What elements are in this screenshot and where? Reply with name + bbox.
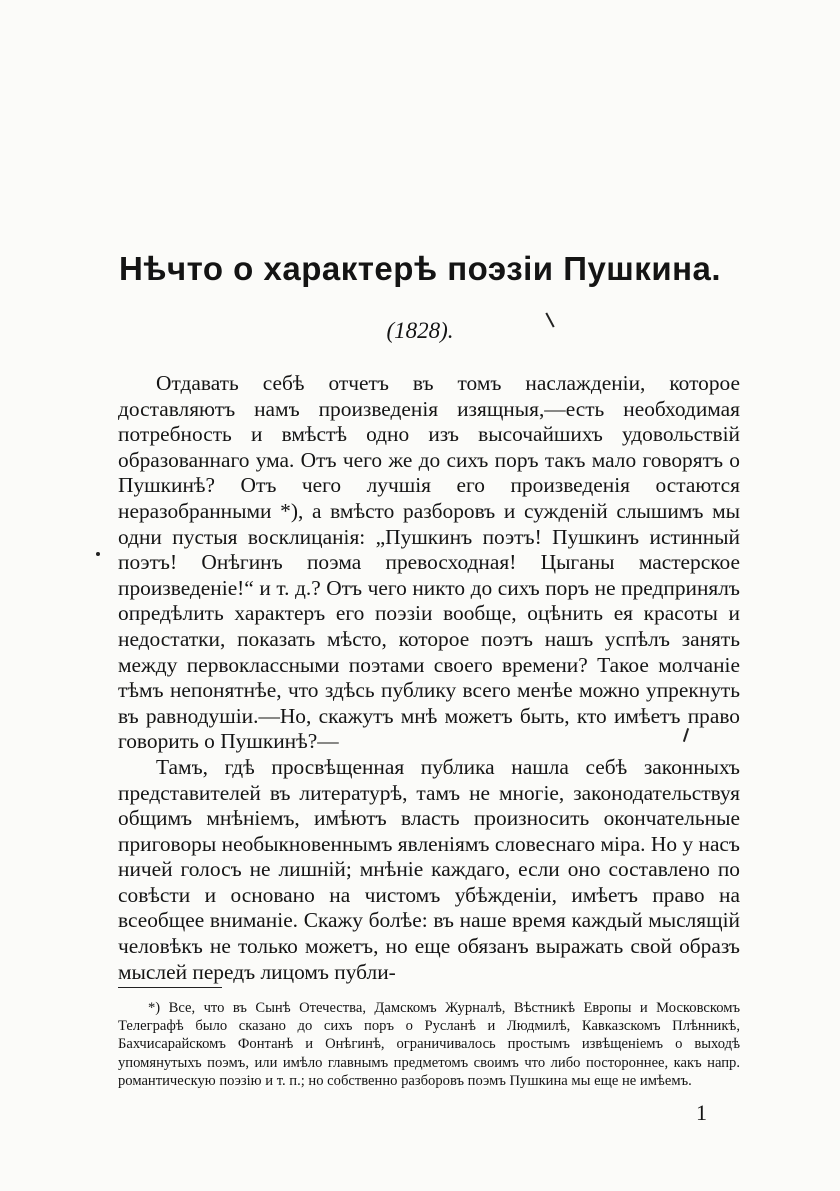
page-title: Нѣчто о характерѣ поэзіи Пушкина. — [118, 250, 722, 287]
page-number: 1 — [696, 1100, 707, 1125]
footnote-divider — [118, 987, 222, 988]
stray-mark — [96, 552, 100, 556]
year-subtitle: (1828). — [386, 318, 454, 343]
article-body — [118, 371, 740, 985]
paragraph: Тамъ, гдѣ просвѣщенная публика нашла себѣ законныхъ представителей въ литературѣ, тамъ не многіе, законодательствуя общимъ мнѣніемъ, имѣютъ власть произносить окончательные приговоры необыкновеннымъ явленіямъ словеснаго міра. Но у насъ ничей голосъ не лишній; мнѣніе каждаго, если оно составлено по совѣсти и основано на чистомъ убѣжденіи, имѣетъ право на всеобщее вниманіе. Скажу болѣе: въ наше время каждый мыслящій человѣкъ не только можетъ, но еще обязанъ выражать свой образъ мыслей передъ лицомъ публи- — [118, 754, 740, 984]
footnote: *) Все, что въ Сынѣ Отечества, Дамскомъ Журналѣ, Вѣстникѣ Европы и Московскомъ Телеграфѣ было сказано до сихъ поръ о Русланѣ и Людмилѣ, Кавказскомъ Плѣнникѣ, Бахчисарайскомъ Фонтанѣ и Онѣгинѣ, ограничивалось простымъ извѣщеніемъ о выходѣ упомянутыхъ поэмъ, или имѣло главнымъ предметомъ своимъ что либо постороннее, какъ напр. романтическую поэзію и т. п.; но собственно разборовъ поэмъ Пушкина мы еще не имѣемъ. — [118, 1000, 740, 1089]
paragraph: Отдавать себѣ отчетъ въ томъ наслажденіи, которое доставляютъ намъ произведенія изящныя,—есть необходимая потребность и вмѣстѣ одно изъ высочайшихъ удовольствій образованнаго ума. Отъ чего же до сихъ поръ такъ мало говорятъ о Пушкинѣ? Отъ чего лучшія его произведенія остаются неразобранными *), а вмѣсто разборовъ и сужденій слышимъ мы одни пустыя восклицанія: „Пушкинъ поэтъ! Пушкинъ истинный поэтъ! Онѣгинъ поэма превосходная! Цыганы мастерское произведеніе!“ и т. д.? Отъ чего никто до сихъ поръ не предпринялъ опредѣлить характеръ его поэзіи вообще, оцѣнить ея красоты и недостатки, показать мѣсто, которое поэтъ нашъ успѣлъ занять между первоклассными поэтами своего времени? Такое молчаніе тѣмъ непонятнѣе, что здѣсь публику всего менѣе можно упрекнуть въ равнодушіи.—Но, скажутъ мнѣ можетъ быть, кто имѣетъ право говорить о Пушкинѣ?— — [118, 371, 740, 754]
